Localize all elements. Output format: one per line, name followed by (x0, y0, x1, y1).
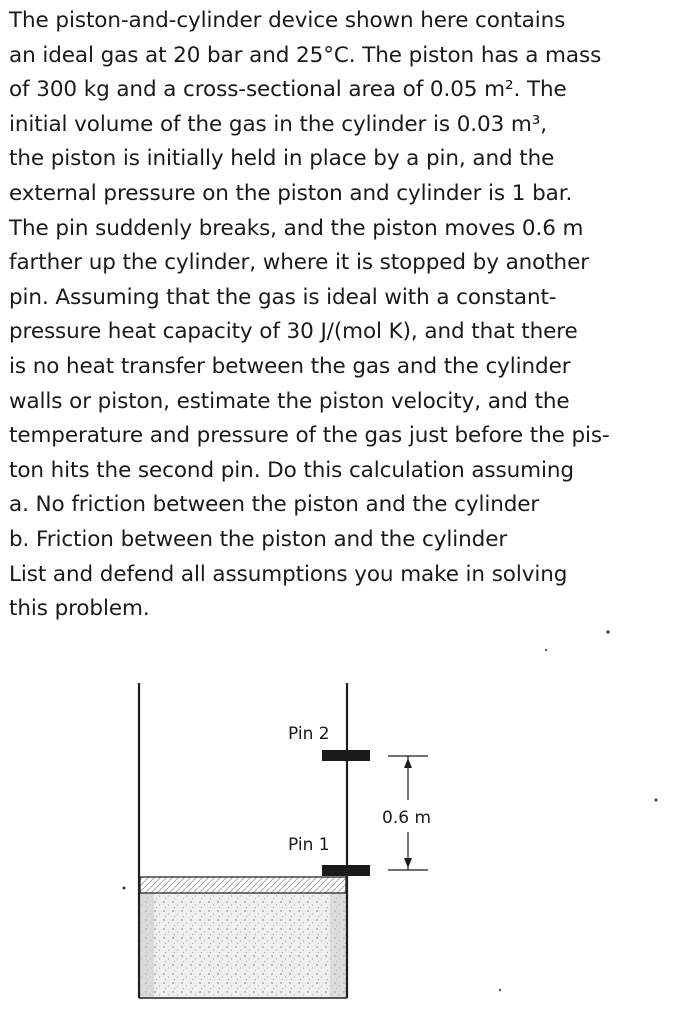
piston (140, 877, 346, 893)
problem-line: this problem. (9, 596, 150, 622)
pin-1-label: Pin 1 (288, 835, 330, 855)
problem-line: pressure heat capacity of 30 J/(mol K), and that there (9, 319, 578, 345)
problem-line: temperature and pressure of the gas just before the pis- (9, 423, 610, 449)
gas-right-edge (330, 893, 346, 997)
problem-line: farther up the cylinder, where it is stopped by another (9, 250, 589, 276)
pin-1 (322, 865, 370, 876)
scan-speck (606, 630, 609, 633)
problem-line: The pin suddenly breaks, and the piston moves 0.6 m (9, 215, 584, 241)
problem-line: initial volume of the gas in the cylinder is 0.03 m³, (9, 111, 548, 137)
problem-line: pin. Assuming that the gas is ideal with a constant- (9, 284, 557, 310)
problem-line: the piston is initially held in place by a pin, and the (9, 146, 555, 172)
problem-line: walls or piston, estimate the piston velocity, and the (9, 388, 570, 414)
gas-region (140, 893, 346, 997)
dimension-arrowhead-up-icon (404, 758, 412, 768)
problem-line: external pressure on the piston and cylinder is 1 bar. (9, 180, 573, 206)
problem-line: ton hits the second pin. Do this calculation assuming (9, 457, 574, 483)
scan-speck (499, 989, 501, 991)
gas-left-edge (140, 893, 154, 997)
scan-speck (655, 799, 658, 802)
problem-line: of 300 kg and a cross-sectional area of 0.05 m². The (9, 77, 567, 103)
option-a-line: a. No friction between the piston and the cylinder (9, 492, 540, 518)
problem-line: The piston-and-cylinder device shown here contains (9, 8, 566, 33)
dimension-label: 0.6 m (382, 808, 431, 828)
pin-2 (322, 750, 370, 761)
pin-2-label: Pin 2 (288, 724, 330, 744)
scan-speck (123, 887, 126, 890)
dimension-arrowhead-down-icon (404, 858, 412, 868)
problem-line: an ideal gas at 20 bar and 25°C. The piston has a mass (9, 42, 602, 68)
option-b-line: b. Friction between the piston and the cylinder (9, 526, 508, 552)
scan-speck (545, 649, 547, 651)
problem-line: is no heat transfer between the gas and the cylinder (9, 353, 571, 379)
problem-line: List and defend all assumptions you make in solving (9, 561, 568, 587)
